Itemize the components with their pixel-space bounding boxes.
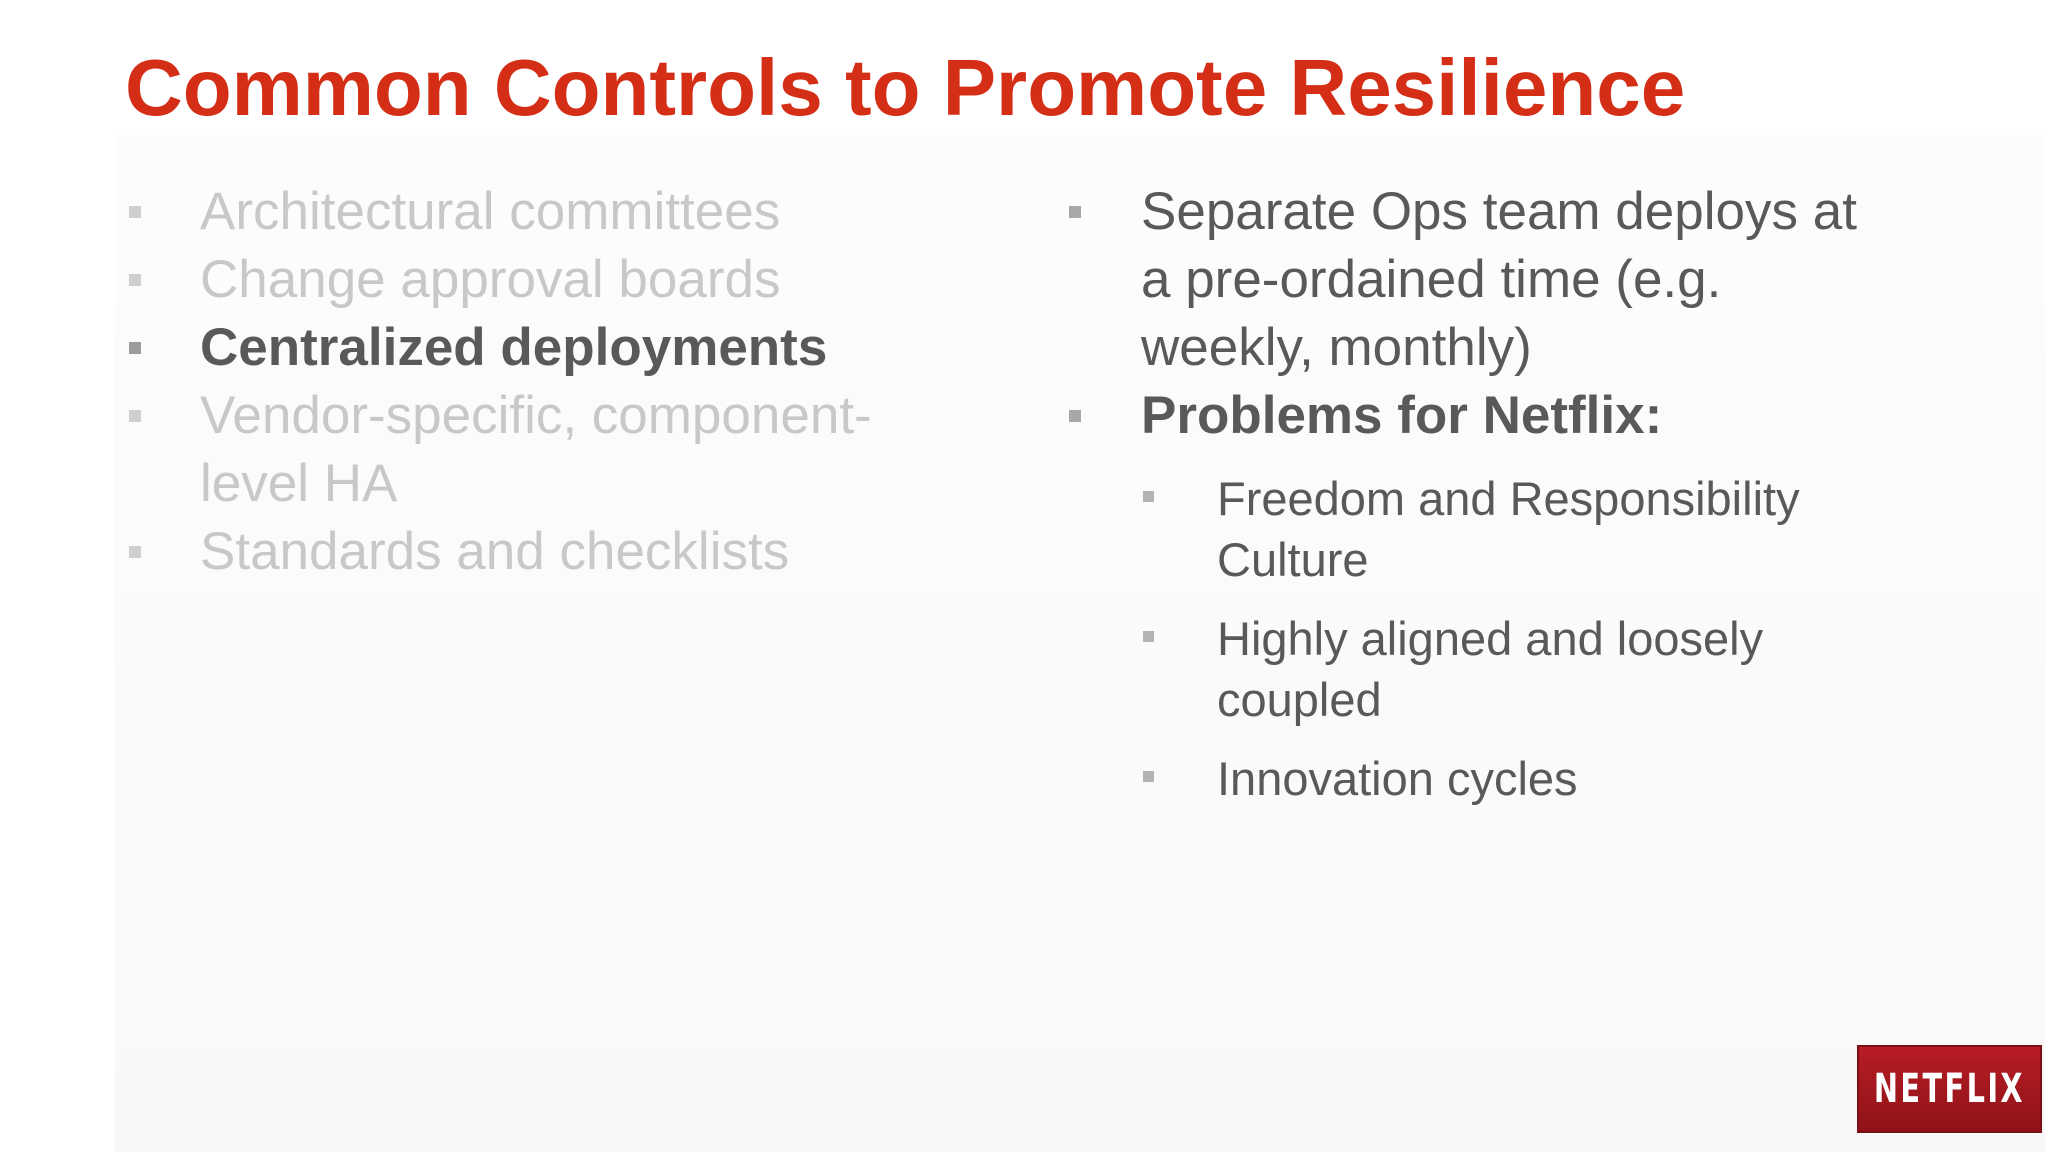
square-bullet-icon	[129, 546, 141, 558]
list-item	[125, 382, 955, 518]
list-item-text: Change approval boards	[200, 250, 781, 309]
list-item-text-line: Separate Ops team deploys at	[1141, 182, 1857, 241]
list-item	[1065, 178, 1965, 382]
list-item-text-line: a pre-ordained time (e.g.	[1141, 250, 1722, 309]
square-bullet-icon	[129, 342, 141, 354]
list-item	[125, 246, 955, 314]
list-item-text: Standards and checklists	[200, 522, 790, 581]
list-item-text: Problems for Netflix:	[1141, 386, 1663, 445]
sub-list-item-text-line: Freedom and Responsibility	[1217, 472, 1800, 525]
list-item	[125, 518, 955, 586]
list-item-text-line: level HA	[200, 454, 398, 513]
right-bullet-list	[1065, 178, 1965, 827]
square-bullet-icon	[1143, 491, 1154, 502]
list-item-text: Architectural committees	[200, 182, 781, 241]
square-bullet-icon	[1143, 631, 1154, 642]
sub-list-item	[1141, 608, 1965, 730]
slide-title: Common Controls to Promote Resilience	[125, 43, 1686, 132]
sub-list-item	[1141, 748, 1965, 809]
logo-wordmark: NETFLIX	[1873, 1066, 2026, 1112]
sub-list-item-text-line: coupled	[1217, 673, 1382, 726]
sub-list-item-text-line: Culture	[1217, 533, 1369, 586]
left-bullet-list	[125, 178, 955, 586]
square-bullet-icon	[129, 274, 141, 286]
netflix-logo	[1857, 1045, 2042, 1133]
list-item	[125, 178, 955, 246]
list-item-text-line: weekly, monthly)	[1141, 318, 1532, 377]
list-item-highlighted	[125, 314, 955, 382]
list-item-heading	[1065, 382, 1965, 809]
square-bullet-icon	[129, 410, 141, 422]
sub-list-item-text: Innovation cycles	[1217, 752, 1578, 805]
sub-list-item	[1141, 468, 1965, 590]
sub-list-item-text-line: Highly aligned and loosely	[1217, 612, 1764, 665]
square-bullet-icon	[129, 206, 141, 218]
sub-bullet-list	[1141, 468, 1965, 809]
list-item-text-line: Vendor-specific, component-	[200, 386, 872, 445]
square-bullet-icon	[1143, 771, 1154, 782]
list-item-text: Centralized deployments	[200, 318, 828, 377]
square-bullet-icon	[1069, 206, 1081, 218]
square-bullet-icon	[1069, 410, 1081, 422]
